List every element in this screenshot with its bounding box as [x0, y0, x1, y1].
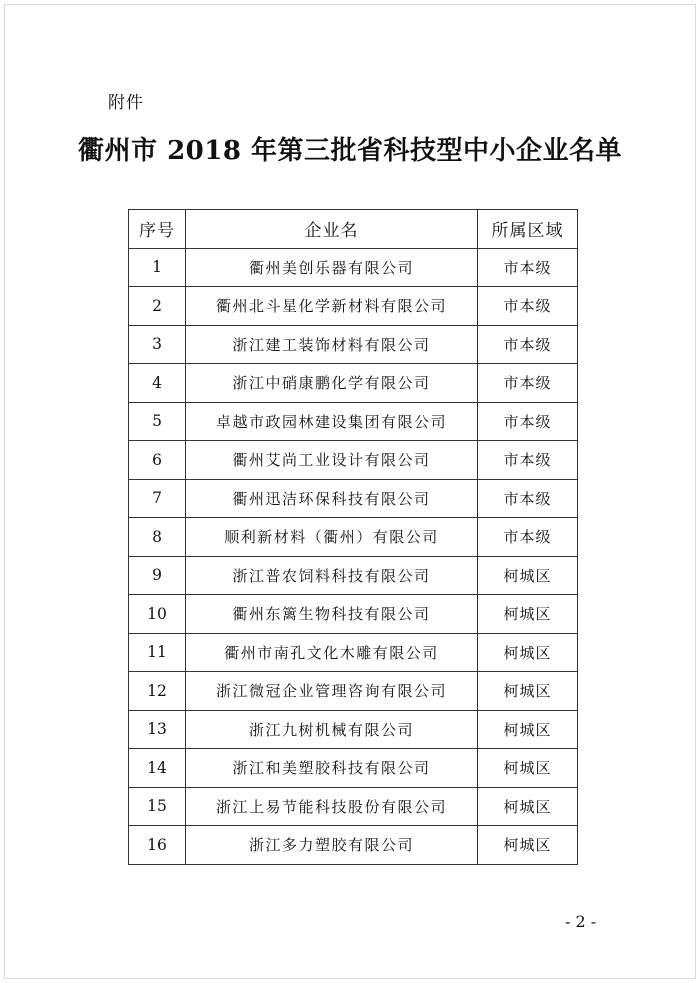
row-number: 5	[129, 402, 186, 441]
table-row	[129, 710, 578, 749]
row-number: 6	[129, 441, 186, 480]
row-number: 12	[129, 672, 186, 711]
table-row	[129, 826, 578, 865]
region-name: 柯城区	[478, 633, 578, 672]
region-name: 柯城区	[478, 749, 578, 788]
region-name: 柯城区	[478, 556, 578, 595]
company-name: 衢州北斗星化学新材料有限公司	[186, 287, 478, 326]
row-number: 3	[129, 325, 186, 364]
company-name: 衢州美创乐器有限公司	[186, 248, 478, 287]
row-number: 13	[129, 710, 186, 749]
table-body	[129, 248, 578, 864]
column-header-region: 所属区域	[478, 210, 578, 249]
region-name: 柯城区	[478, 595, 578, 634]
row-number: 15	[129, 787, 186, 826]
table-row	[129, 364, 578, 403]
company-name: 卓越市政园林建设集团有限公司	[186, 402, 478, 441]
table-row	[129, 248, 578, 287]
table-row	[129, 479, 578, 518]
company-name: 浙江和美塑胶科技有限公司	[186, 749, 478, 788]
row-number: 10	[129, 595, 186, 634]
region-name: 市本级	[478, 518, 578, 557]
column-header-company: 企业名	[186, 210, 478, 249]
table-row	[129, 595, 578, 634]
table-row	[129, 287, 578, 326]
row-number: 16	[129, 826, 186, 865]
company-name: 浙江中硝康鹏化学有限公司	[186, 364, 478, 403]
table-row	[129, 672, 578, 711]
company-name: 衢州艾尚工业设计有限公司	[186, 441, 478, 480]
company-name: 浙江微冠企业管理咨询有限公司	[186, 672, 478, 711]
company-name: 浙江多力塑胶有限公司	[186, 826, 478, 865]
row-number: 14	[129, 749, 186, 788]
company-name: 浙江上易节能科技股份有限公司	[186, 787, 478, 826]
region-name: 市本级	[478, 364, 578, 403]
page-title: 衢州市 2018 年第三批省科技型中小企业名单	[78, 136, 622, 166]
table-row	[129, 749, 578, 788]
company-table	[128, 209, 578, 865]
table-row	[129, 518, 578, 557]
company-name: 衢州市南孔文化木雕有限公司	[186, 633, 478, 672]
company-name: 顺利新材料（衢州）有限公司	[186, 518, 478, 557]
table-row	[129, 787, 578, 826]
table-row	[129, 325, 578, 364]
region-name: 市本级	[478, 441, 578, 480]
column-header-number: 序号	[129, 210, 186, 249]
table-header-row	[129, 210, 578, 249]
table-row	[129, 556, 578, 595]
company-name: 衢州东篱生物科技有限公司	[186, 595, 478, 634]
attachment-label: 附件	[108, 93, 144, 113]
region-name: 市本级	[478, 248, 578, 287]
row-number: 7	[129, 479, 186, 518]
company-name: 衢州迅洁环保科技有限公司	[186, 479, 478, 518]
region-name: 市本级	[478, 325, 578, 364]
region-name: 柯城区	[478, 826, 578, 865]
table-row	[129, 441, 578, 480]
region-name: 柯城区	[478, 787, 578, 826]
row-number: 2	[129, 287, 186, 326]
table-row	[129, 633, 578, 672]
row-number: 8	[129, 518, 186, 557]
page-number: - 2 -	[565, 912, 597, 931]
region-name: 柯城区	[478, 672, 578, 711]
table-row	[129, 402, 578, 441]
region-name: 市本级	[478, 479, 578, 518]
row-number: 4	[129, 364, 186, 403]
company-name: 浙江普农饲料科技有限公司	[186, 556, 478, 595]
company-name: 浙江九树机械有限公司	[186, 710, 478, 749]
company-name: 浙江建工装饰材料有限公司	[186, 325, 478, 364]
region-name: 市本级	[478, 287, 578, 326]
row-number: 1	[129, 248, 186, 287]
region-name: 柯城区	[478, 710, 578, 749]
row-number: 11	[129, 633, 186, 672]
region-name: 市本级	[478, 402, 578, 441]
row-number: 9	[129, 556, 186, 595]
